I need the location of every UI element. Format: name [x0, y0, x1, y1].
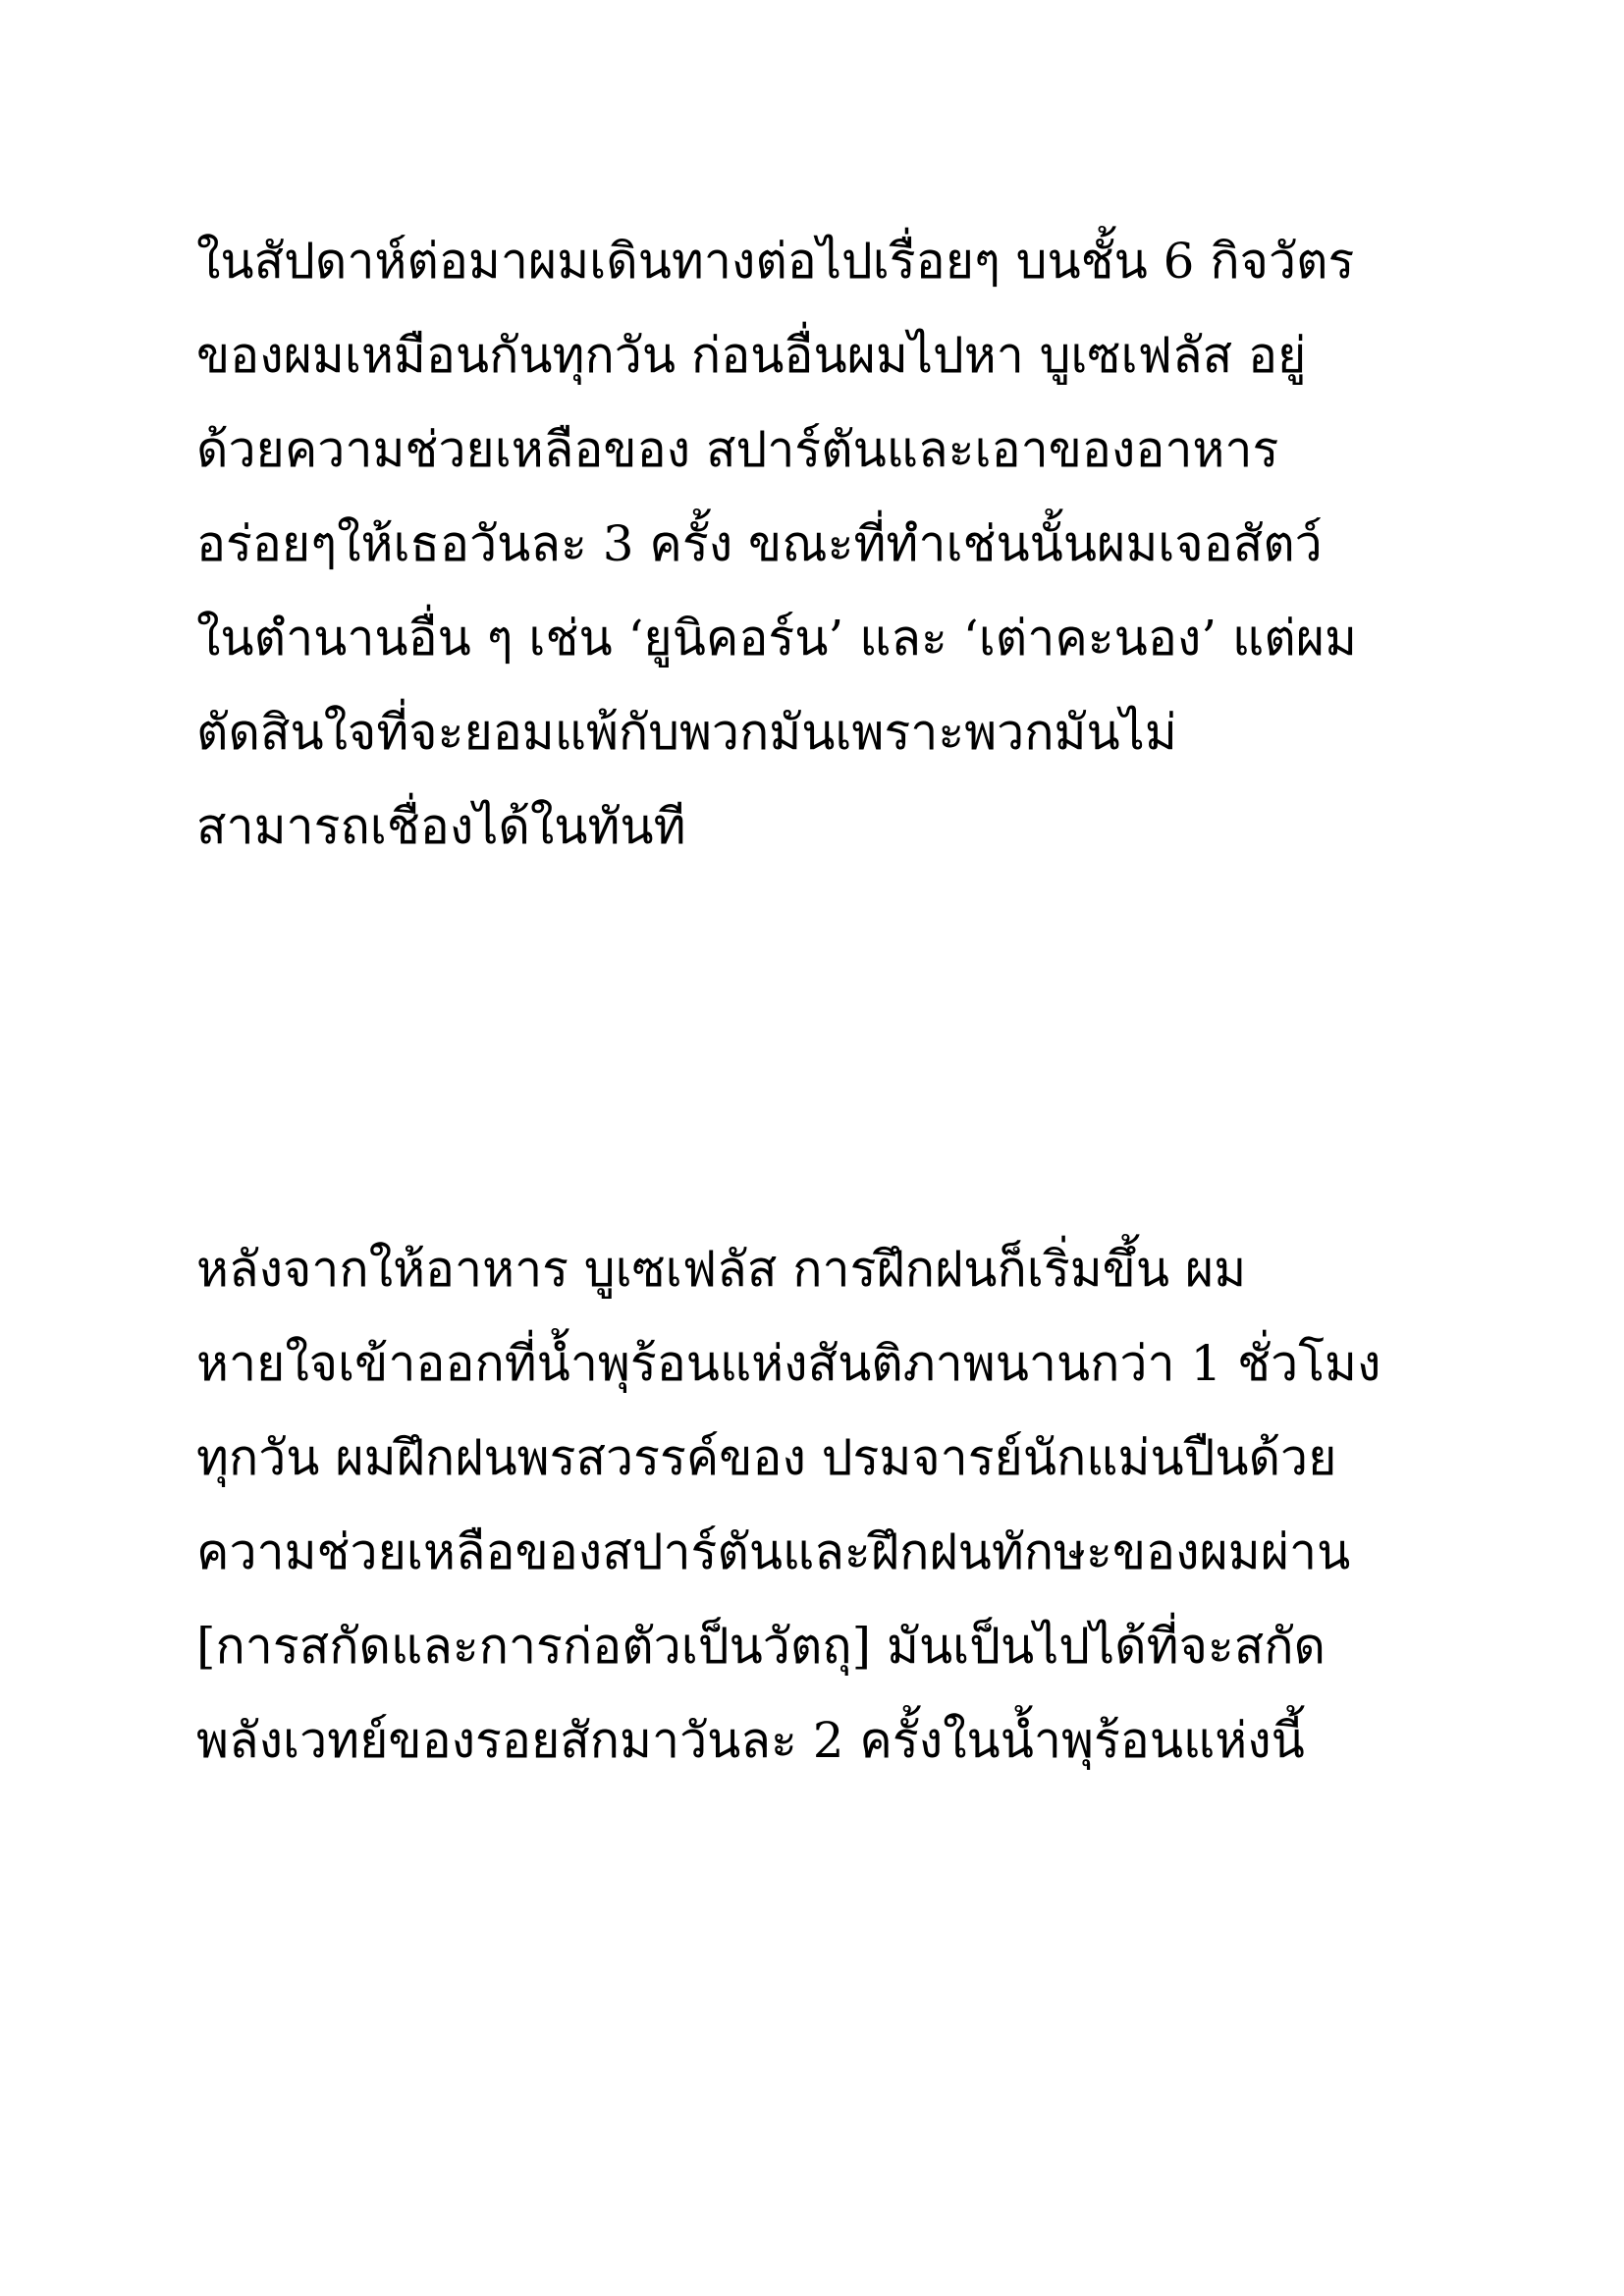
- text-line: ตัดสินใจที่จะยอมแพ้กับพวกมันเพราะพวกมันไม่: [196, 704, 1177, 761]
- text-line: ด้วยความช่วยเหลือของ สปาร์ตันและเอาของอาหาร: [196, 421, 1279, 478]
- paragraph-2: [196, 1222, 1473, 1788]
- text-line: พลังเวทย์ของรอยสักมาวันละ 2 ครั้งในน้ำพุร้อนแห่งนี้: [196, 1712, 1305, 1769]
- text-line: [การสกัดและการก่อตัวเป็นวัตถุ] มันเป็นไปได้ที่จะสกัด: [196, 1618, 1326, 1675]
- text-line: หายใจเข้าออกที่น้ำพุร้อนแห่งสันติภาพนานกว่า 1 ชั่วโมง: [196, 1335, 1381, 1392]
- paragraph-1: [196, 214, 1473, 874]
- text-line: อร่อยๆให้เธอวันละ 3 ครั้ง ขณะที่ทำเช่นนั้นผมเจอสัตว์: [196, 515, 1323, 572]
- text-line: ความช่วยเหลือของสปาร์ตันและฝึกฝนทักษะของผมผ่าน: [196, 1523, 1351, 1580]
- text-line: หลังจากให้อาหาร บูเซเฟลัส การฝึกฝนก็เริ่มขึ้น ผม: [196, 1241, 1247, 1298]
- text-line: สามารถเชื่องได้ในทันที: [196, 798, 686, 855]
- text-line: ของผมเหมือนกันทุกวัน ก่อนอื่นผมไปหา บูเซเฟลัส อยู่: [196, 327, 1307, 384]
- text-line: ในสัปดาห์ต่อมาผมเดินทางต่อไปเรื่อยๆ บนชั้น 6 กิจวัตร: [196, 233, 1355, 290]
- text-line: ในตำนานอื่น ๆ เช่น ‘ยูนิคอร์น’ และ ‘เต่าคะนอง’ แต่ผม: [196, 610, 1358, 667]
- text-line: ทุกวัน ผมฝึกฝนพรสวรรค์ของ ปรมจารย์นักแม่นปืนด้วย: [196, 1429, 1337, 1486]
